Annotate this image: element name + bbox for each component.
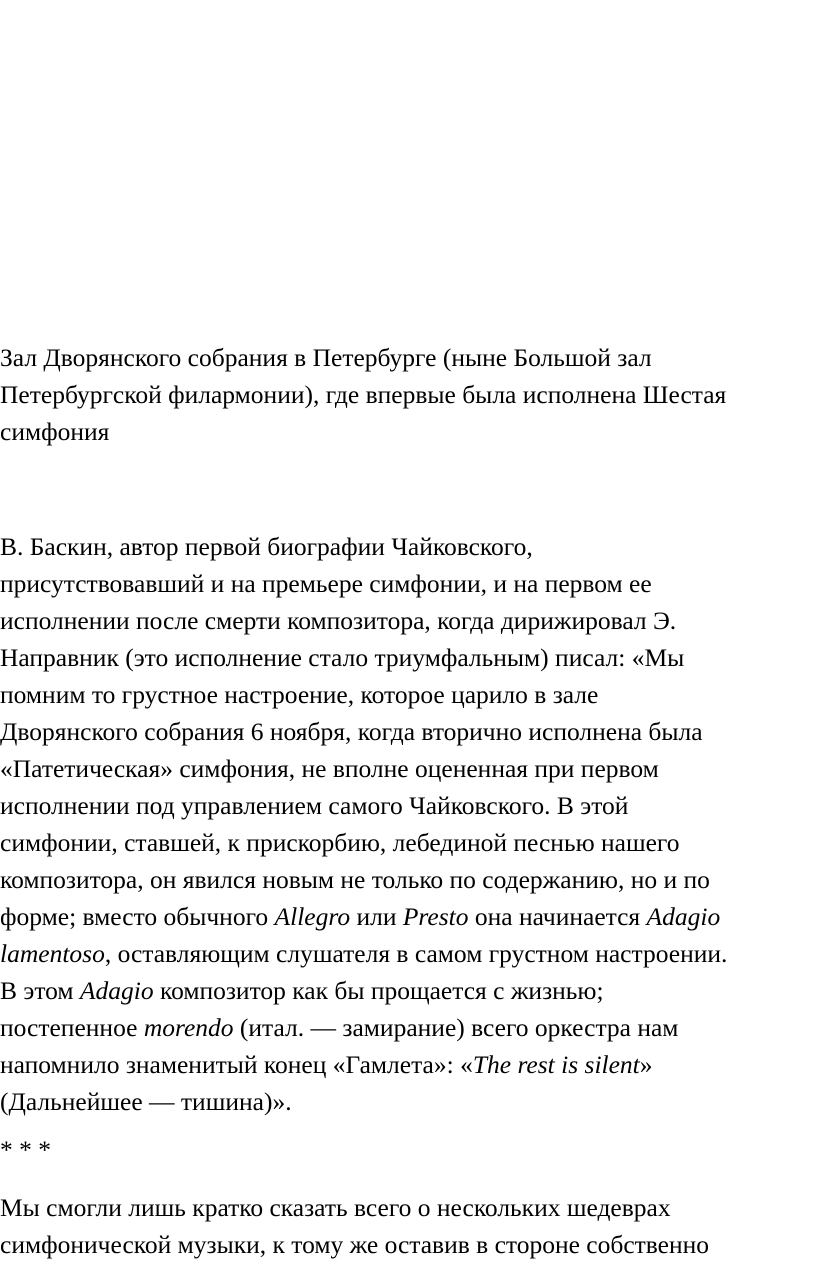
caption-line: Петербургской филармонии), где впервые была исполнена Шестая — [0, 380, 727, 409]
paragraph-line: присутствовавший и на премьере симфонии, и на первом ее — [0, 569, 652, 598]
italic-term-adagio: Adagio — [646, 902, 721, 931]
paragraph-line — [0, 935, 810, 972]
paragraph-line: «Патетическая» симфония, не вполне оцененная при первом — [0, 754, 659, 783]
paragraph-line: (Дальнейшее — тишина)». — [0, 1087, 292, 1116]
text-run: » — [639, 1050, 653, 1079]
paragraph-line: исполнении после смерти композитора, когда дирижировал Э. — [0, 606, 677, 635]
paragraph-line: исполнении под управлением самого Чайковского. В этой — [0, 791, 629, 820]
text-run: , оставляющим слушателя в самом грустном настроении. — [104, 939, 728, 968]
paragraph-line: симфонии, ставшей, к прискорбию, лебединой песнью нашего — [0, 828, 680, 857]
text-run: композитор как бы прощается с жизнью; — [153, 976, 604, 1005]
text-run: постепенное — [0, 1013, 144, 1042]
paragraph-line — [0, 972, 810, 1009]
paragraph-line: В. Баскин, автор первой биографии Чайковского, — [0, 532, 533, 561]
paragraph-line: композитора, он явился новым не только по содержанию, но и по — [0, 865, 710, 894]
italic-term-morendo: morendo — [143, 1013, 234, 1042]
text-run: В этом — [0, 976, 80, 1005]
italic-quote-rest-is-silent: The rest is silent — [472, 1050, 640, 1079]
text-run: она начинается — [468, 902, 647, 931]
italic-term-lamentoso: lamentoso — [0, 939, 105, 968]
text-run: (итал. — замирание) всего оркестра нам — [233, 1013, 679, 1042]
paragraph-line — [0, 898, 810, 935]
caption-line: симфония — [0, 417, 110, 446]
section-separator: * * * — [0, 1135, 51, 1164]
paragraph-line: Направник (это исполнение стало триумфальным) писал: «Мы — [0, 643, 685, 672]
paragraph-line — [0, 1046, 810, 1083]
text-run: форме; вместо обычного — [0, 902, 275, 931]
closing-paragraph — [0, 1189, 810, 1263]
text-run: напомнило знаменитый конец «Гамлета»: « — [0, 1050, 473, 1079]
paragraph-line — [0, 1009, 810, 1046]
image-caption — [0, 339, 810, 450]
baskin-quote-paragraph — [0, 528, 810, 1120]
italic-term-adagio: Adagio — [79, 976, 154, 1005]
italic-term-presto: Presto — [402, 902, 469, 931]
paragraph-line: симфонической музыки, к тому же оставив в стороне собственно — [0, 1230, 710, 1259]
paragraph-line: помним то грустное настроение, которое царило в зале — [0, 680, 599, 709]
caption-line: Зал Дворянского собрания в Петербурге (ныне Большой зал — [0, 343, 652, 372]
italic-term-allegro: Allegro — [274, 902, 351, 931]
paragraph-line: Мы смогли лишь кратко сказать всего о нескольких шедеврах — [0, 1193, 671, 1222]
text-run: или — [350, 902, 403, 931]
paragraph-line: Дворянского собрания 6 ноября, когда вторично исполнена была — [0, 717, 703, 746]
